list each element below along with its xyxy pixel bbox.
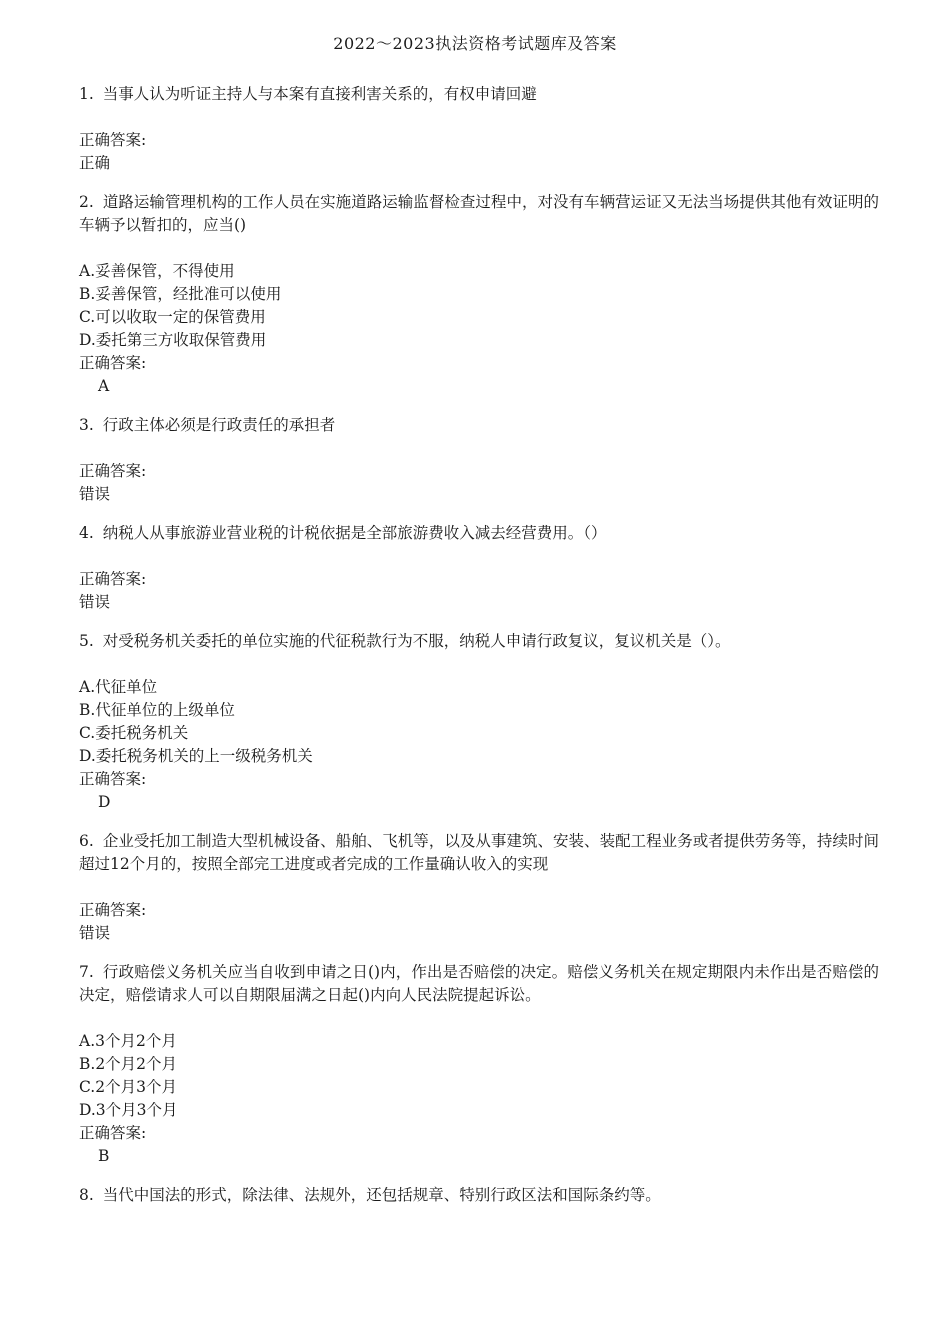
question-stem: 行政主体必须是行政责任的承担者: [102, 416, 336, 434]
answer-value: D: [98, 793, 111, 811]
answer-label: 正确答案:: [79, 570, 147, 588]
question-stem: 纳税人从事旅游业营业税的计税依据是全部旅游费收入减去经营费用。（）: [102, 524, 607, 542]
question-stem: 当代中国法的形式，除法律、法规外，还包括规章、特别行政区法和国际条约等。: [102, 1186, 661, 1204]
question-text: [79, 191, 879, 237]
answer-label: 正确答案:: [79, 354, 147, 372]
option-c: C.可以收取一定的保管费用: [79, 308, 266, 326]
question-text: [79, 630, 879, 653]
option-c: C.委托税务机关: [79, 724, 189, 742]
question-item: [79, 83, 879, 175]
question-number: 4.: [79, 524, 94, 542]
question-text: [79, 414, 879, 437]
answer-value: 正确: [79, 154, 111, 172]
question-item: [79, 630, 879, 814]
answer-value: 错误: [79, 924, 111, 942]
question-number: 3.: [79, 416, 94, 434]
option-b: B.代征单位的上级单位: [79, 701, 235, 719]
question-number: 2.: [79, 193, 94, 211]
question-list: [79, 83, 879, 1230]
answer-label: 正确答案:: [79, 131, 147, 149]
question-text: [79, 830, 879, 876]
question-stem: 对受税务机关委托的单位实施的代征税款行为不服，纳税人申请行政复议，复议机关是（）。: [102, 632, 731, 650]
question-number: 7.: [79, 963, 94, 981]
question-text: [79, 1184, 879, 1207]
answer-value: B: [98, 1147, 110, 1165]
answer-value: A: [98, 377, 110, 395]
answer-label: 正确答案:: [79, 462, 147, 480]
option-c: C.2个月3个月: [79, 1078, 177, 1096]
answer-value: 错误: [79, 593, 111, 611]
option-a: A.3个月2个月: [79, 1032, 177, 1050]
document-title: 2022～2023执法资格考试题库及答案: [333, 34, 617, 53]
answer-label: 正确答案:: [79, 901, 147, 919]
option-d: D.委托税务机关的上一级税务机关: [79, 747, 313, 765]
option-b: B.2个月2个月: [79, 1055, 178, 1073]
answer-label: 正确答案:: [79, 1124, 147, 1142]
option-a: A.代征单位: [79, 678, 158, 696]
question-item: [79, 522, 879, 614]
option-d: D.3个月3个月: [79, 1101, 178, 1119]
question-stem: 企业受托加工制造大型机械设备、船舶、飞机等，以及从事建筑、安装、装配工程业务或者提供劳务等，持续时间超过12个月的，按照全部完工进度或者完成的工作量确认收入的实现: [79, 832, 879, 873]
question-text: [79, 83, 879, 106]
question-text: [79, 522, 879, 545]
question-stem: 行政赔偿义务机关应当自收到申请之日()内，作出是否赔偿的决定。赔偿义务机关在规定期限内未作出是否赔偿的决定，赔偿请求人可以自期限届满之日起()内向人民法院提起诉讼。: [79, 963, 879, 1004]
question-number: 5.: [79, 632, 94, 650]
answer-label: 正确答案:: [79, 770, 147, 788]
option-d: D.委托第三方收取保管费用: [79, 331, 267, 349]
question-item: [79, 414, 879, 506]
option-a: A.妥善保管，不得使用: [79, 262, 235, 280]
question-text: [79, 961, 879, 1007]
question-item: [79, 830, 879, 945]
question-number: 6.: [79, 832, 94, 850]
question-item: [79, 1184, 879, 1207]
question-number: 8.: [79, 1186, 94, 1204]
question-item: [79, 961, 879, 1168]
option-b: B.妥善保管，经批准可以使用: [79, 285, 282, 303]
question-stem: 道路运输管理机构的工作人员在实施道路运输监督检查过程中，对没有车辆营运证又无法当场提供其他有效证明的车辆予以暂扣的，应当(): [79, 193, 879, 234]
question-stem: 当事人认为听证主持人与本案有直接利害关系的，有权申请回避: [102, 85, 537, 103]
answer-value: 错误: [79, 485, 111, 503]
question-number: 1.: [79, 85, 94, 103]
question-item: [79, 191, 879, 398]
